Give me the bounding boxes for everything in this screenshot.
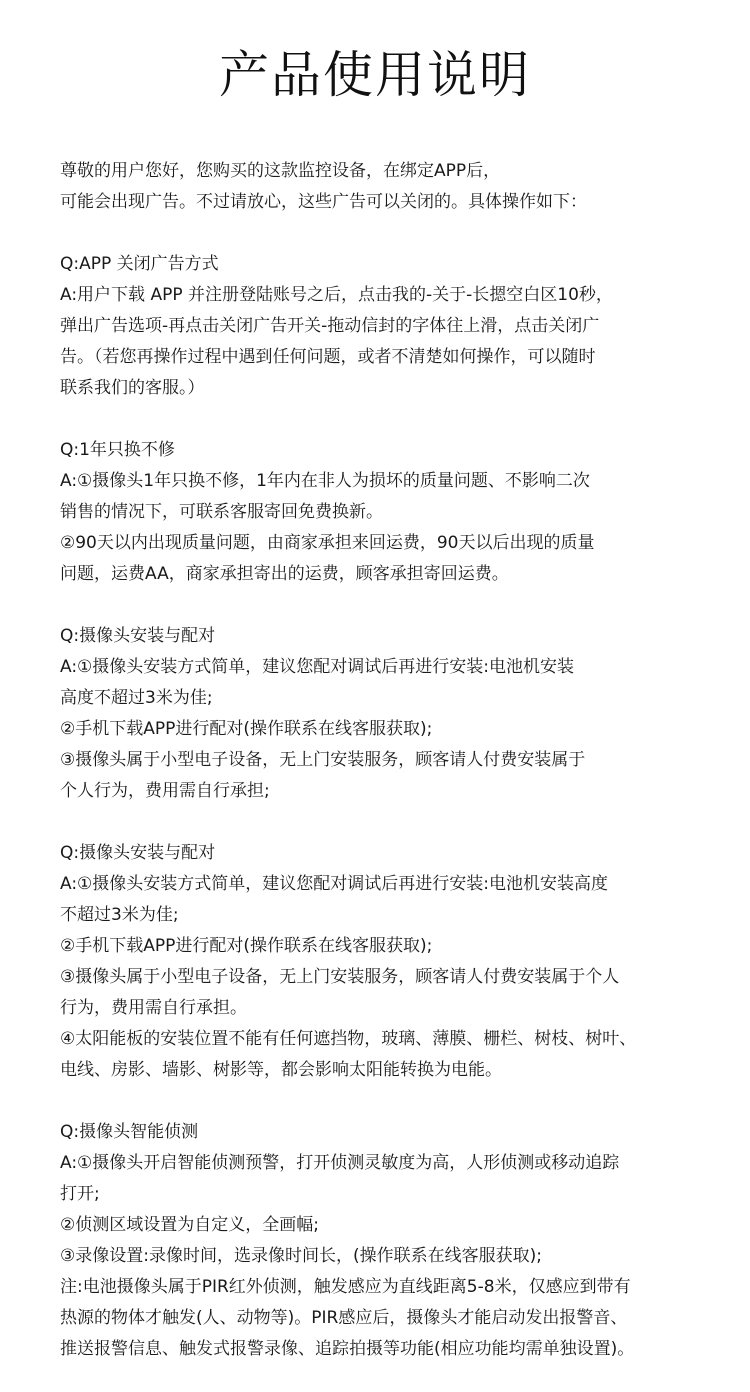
section-spacer: [60, 404, 740, 435]
faq-answer-line: 高度不超过3米为佳;: [60, 688, 213, 708]
section-spacer: [60, 218, 740, 249]
faq-section-warranty: [60, 435, 740, 590]
faq-answer-line: 电线、房影、墙影、树影等，都会影响太阳能转换为电能。: [60, 1060, 502, 1080]
faq-answer-line: ②侦测区域设置为自定义，全画幅;: [60, 1215, 319, 1235]
faq-question: Q:摄像头安装与配对: [60, 843, 216, 863]
faq-answer-line: ②手机下载APP进行配对(操作联系在线客服获取);: [60, 719, 433, 739]
faq-answer-line: 个人行为，费用需自行承担;: [60, 781, 270, 801]
faq-section-smart-detection: [60, 1117, 740, 1365]
faq-answer-line: 热源的物体才触发(人、动物等)。PIR感应后，摄像头才能启动发出报警音、: [60, 1308, 628, 1328]
faq-answer-line: 联系我们的客服。）: [60, 378, 205, 398]
faq-section-install-pairing-solar: [60, 838, 740, 1086]
section-spacer: [60, 807, 740, 838]
faq-answer-line: A:①摄像头安装方式简单，建议您配对调试后再进行安装:电池机安装高度: [60, 874, 609, 894]
faq-answer-line: 弹出广告选项-再点击关闭广告开关-拖动信封的字体往上滑，点击关闭广: [60, 316, 600, 336]
faq-answer-line: ②手机下载APP进行配对(操作联系在线客服获取);: [60, 936, 433, 956]
faq-answer-line: 销售的情况下，可联系客服寄回免费换新。: [60, 502, 383, 522]
manual-content: [60, 156, 740, 1365]
faq-answer-line: ②90天以内出现质量问题，由商家承担来回运费，90天以后出现的质量: [60, 533, 595, 553]
section-spacer: [60, 590, 740, 621]
intro-line: 可能会出现广告。不过请放心，这些广告可以关闭的。具体操作如下：: [60, 192, 587, 212]
faq-answer-line: 行为，费用需自行承担。: [60, 998, 247, 1018]
faq-answer-line: 不超过3米为佳;: [60, 905, 179, 925]
faq-answer-line: A:用户下载 APP 并注册登陆账号之后，点击我的-关于-长摁空白区10秒，: [60, 285, 613, 305]
faq-answer-line: 打开;: [60, 1184, 100, 1204]
faq-answer-line: A:①摄像头开启智能侦测预警，打开侦测灵敏度为高，人形侦测或移动追踪: [60, 1153, 620, 1173]
section-spacer: [60, 1086, 740, 1117]
faq-section-ad-closing: [60, 249, 740, 404]
faq-question: Q:APP 关闭广告方式: [60, 254, 219, 274]
faq-question: Q:1年只换不修: [60, 440, 175, 460]
faq-answer-line: 告。（若您再操作过程中遇到任何问题，或者不清楚如何操作，可以随时: [60, 347, 596, 367]
faq-question: Q:摄像头安装与配对: [60, 626, 216, 646]
faq-answer-line: ③摄像头属于小型电子设备，无上门安装服务，顾客请人付费安装属于: [60, 750, 586, 770]
page-title: 产品使用说明: [219, 46, 531, 104]
intro-line: 尊敬的用户您好，您购买的这款监控设备，在绑定APP后，: [60, 161, 501, 181]
faq-answer-line: A:①摄像头1年只换不修，1年内在非人为损坏的质量问题、不影响二次: [60, 471, 590, 491]
faq-answer-line: ③录像设置:录像时间，选录像时间长，(操作联系在线客服获取);: [60, 1246, 542, 1266]
faq-answer-line: 注:电池摄像头属于PIR红外侦测，触发感应为直线距离5-8米，仅感应到带有: [60, 1277, 631, 1297]
faq-section-install-pairing: [60, 621, 740, 807]
faq-question: Q:摄像头智能侦测: [60, 1122, 199, 1142]
faq-answer-line: ③摄像头属于小型电子设备，无上门安装服务，顾客请人付费安装属于个人: [60, 967, 620, 987]
faq-answer-line: 问题，运费AA，商家承担寄出的运费，顾客承担寄回运费。: [60, 564, 509, 584]
faq-answer-line: 推送报警信息、触发式报警录像、追踪拍摄等功能(相应功能均需单独设置)。: [60, 1339, 635, 1359]
faq-answer-line: ④太阳能板的安装位置不能有任何遮挡物，玻璃、薄膜、栅栏、树枝、树叶、: [60, 1029, 637, 1049]
faq-answer-line: A:①摄像头安装方式简单，建议您配对调试后再进行安装:电池机安装: [60, 657, 575, 677]
